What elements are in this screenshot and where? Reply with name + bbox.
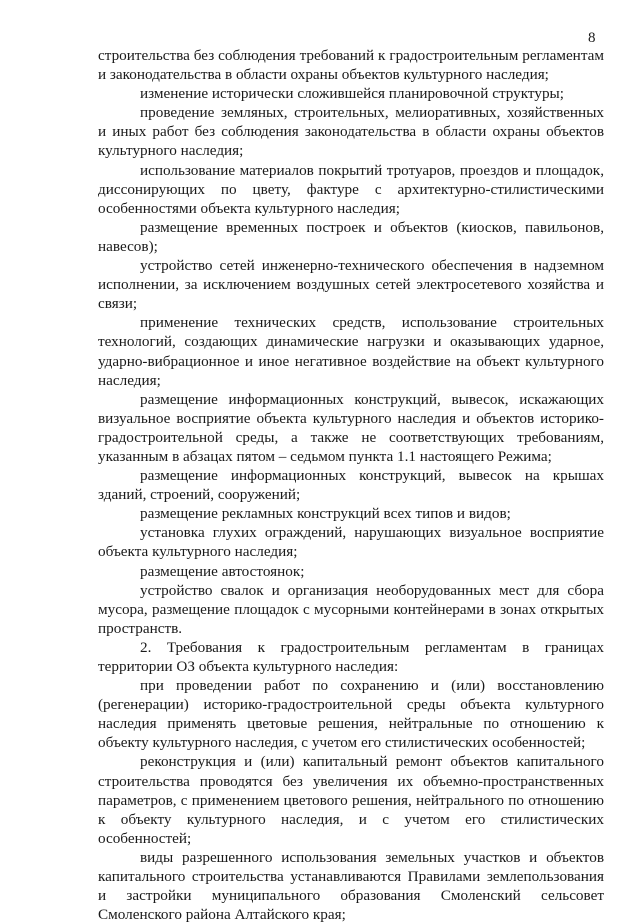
paragraph: 2. Требования к градостроительным регламентам в границах территории ОЗ объекта культурного наследия: [98,638,604,675]
paragraph: устройство свалок и организация необорудованных мест для сбора мусора, размещение площадок с мусорными контейнерами в зонах открытых пространств. [98,581,604,637]
paragraph: размещение рекламных конструкций всех типов и видов; [140,505,511,523]
paragraph: размещение информационных конструкций, вывесок, искажающих визуальное восприятие объекта культурного наследия и объектов историко-градостроительной среды, а также не соответствующих требованиям, указанным в абзацах пятом – седьмом пункта 1.1 настоящего Режима; [98,390,604,465]
paragraph: изменение исторически сложившейся планировочной структуры; [140,85,564,103]
paragraph: размещение автостоянок; [140,562,305,580]
paragraph: проведение земляных, строительных, мелиоративных, хозяйственных и иных работ без соблюдения законодательства в области охраны объектов культурного наследия; [98,104,604,160]
paragraph: виды разрешенного использования земельных участков и объектов капитального строительства устанавливаются Правилами землепользования и застройки муниципального образования Смоленский сельсовет Смоленского района Алтайского края; [98,848,604,924]
paragraph: размещение информационных конструкций, вывесок на крышах зданий, строений, сооружений; [98,467,604,504]
paragraph: устройство сетей инженерно-технического обеспечения в надземном исполнении, за исключением воздушных сетей электросетевого хозяйства и связи; [98,257,604,313]
document-body [98,46,604,924]
paragraph: использование материалов покрытий тротуаров, проездов и площадок, диссонирующих по цвету, фактуре с архитектурно-стилистическими особенностями объекта культурного наследия; [98,161,604,217]
paragraph: реконструкция и (или) капитальный ремонт объектов капитального строительства проводятся без увеличения их объемно-пространственных параметров, с применением цветового решения, нейтрального по отношению к объекту культурного наследия, и с учетом его стилистических особенностей; [98,753,604,847]
paragraph: установка глухих ограждений, нарушающих визуальное восприятие объекта культурного наследия; [98,524,604,561]
paragraph: размещение временных построек и объектов (киосков, павильонов, навесов); [98,218,604,255]
paragraph: при проведении работ по сохранению и (или) восстановлению (регенерации) историко-градостроительной среды объекта культурного наследия применять цветовые решения, нейтральные по отношению к объекту культурного наследия, с учетом его стилистических особенностей; [98,677,604,752]
page-number: 8 [588,30,596,46]
paragraph: применение технических средств, использование строительных технологий, создающих динамические нагрузки и оказывающих ударное, ударно-вибрационное и иное негативное воздействие на объект культурного наследия; [98,314,604,389]
paragraph: строительства без соблюдения требований к градостроительным регламентам и законодательства в области охраны объектов культурного наследия; [98,47,604,84]
